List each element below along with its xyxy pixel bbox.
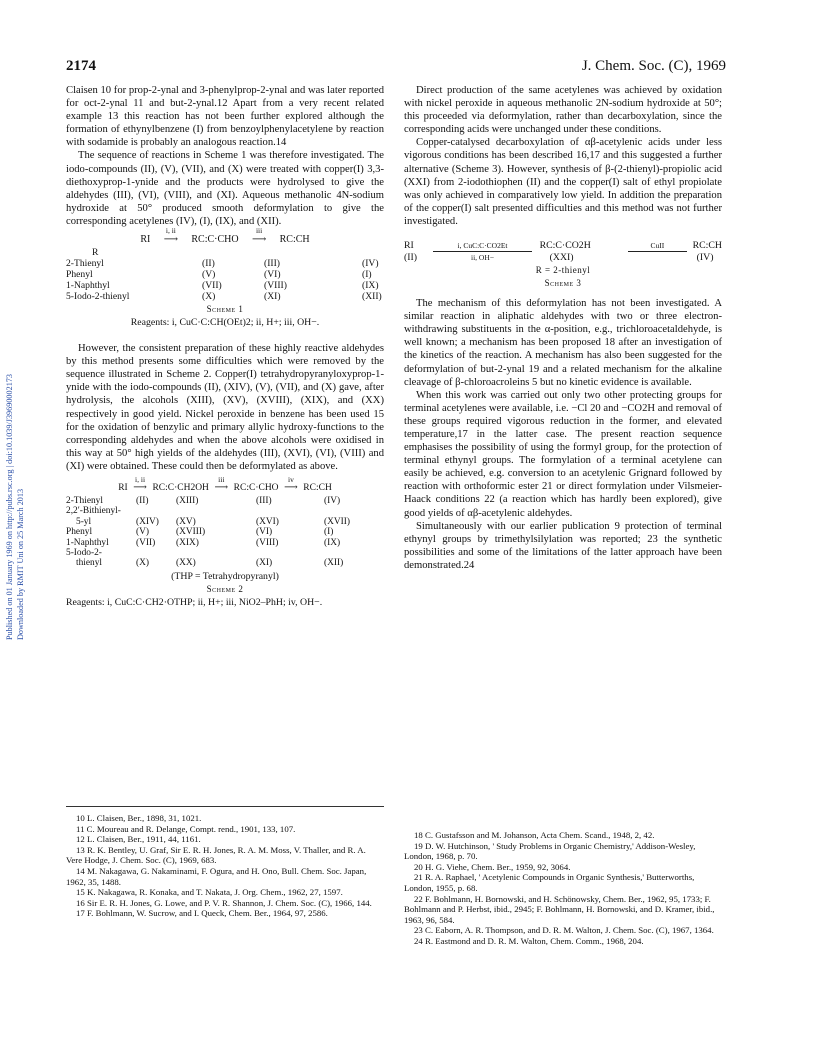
table-row: 1-Naphthyl (VII) (VIII) (IX): [66, 280, 379, 292]
reference: 18 C. Gustafsson and M. Johanson, Acta Chem. Scand., 1948, 2, 42.: [414, 830, 655, 840]
downloaded-line: Downloaded by RMIT Uni on 25 March 2013: [16, 488, 25, 640]
paragraph: Copper-catalysed decarboxylation of αβ-acetylenic acids under less vigorous conditions has been described 16,17 and this suggested a further alternative (Scheme 3). However, synthesis of β-(2-thienyl)-propiolic acid (XXI) from 2-iodothiophen (II) and the copper(I) salt of ethyl propiolate was only achieved in comparatively low yield. In addition the preparation of the copper(I) salt presented difficulties and this method was not further investigated.: [404, 137, 722, 227]
download-watermark: [4, 0, 26, 640]
reference: 17 F. Bohlmann, W. Sucrow, and I. Queck, Chem. Ber., 1964, 97, 2586.: [76, 908, 328, 919]
reaction-arrow: iv ⟶: [281, 483, 301, 494]
table-row: 2,2′-Bithienyl-: [66, 506, 121, 517]
reference: 13 R. K. Bentley, U. Graf, Sir E. R. H. Jones, R. A. M. Moss, V. Thaller, and R. A. Vere Hodge, J. Chem. Soc. (C), 1969, 683.: [66, 844, 366, 866]
reference: 14 M. Nakagawa, G. Nakaminami, F. Ogura, and H. Ono, Bull. Chem. Soc. Japan, 1962, 35, 1488.: [66, 865, 367, 887]
table-row: RI i, CuC:C·CO2Et RC:C·CO2H CuII RC:CH: [404, 240, 722, 252]
table-row: 1-Naphthyl (VII) (XIX) (VIII) (IX): [66, 537, 341, 548]
scheme-term: RC:C·CHO: [233, 482, 279, 493]
reference: 15 K. Nakagawa, R. Konaka, and T. Nakata, J. Org. Chem., 1962, 27, 1597.: [76, 887, 343, 898]
journal-title: J. Chem. Soc. (C), 1969: [581, 58, 726, 74]
table-row: thienyl (X) (XX) (XI) (XII): [76, 558, 344, 569]
references-right: [404, 830, 722, 947]
reaction-arrow: i, ii ⟶: [153, 234, 189, 245]
scheme-1-reagents: Reagents: i, CuC·C:CH(OEt)2; ii, H+; iii, OH−.: [130, 317, 320, 329]
table-row: (II) ii, OH− (XXI) (IV): [404, 251, 714, 263]
scheme-term: RC:CH: [279, 234, 310, 246]
scheme-2-reagents: Reagents: i, CuC:C·CH2·OTHP; ii, H+; iii, NiO2–PhH; iv, OH−.: [66, 596, 323, 608]
paragraph: Simultaneously with our earlier publication 9 protection of terminal ethynyl groups by trimethylsilylation was reported; 23 the synthetic possibilities and some of the limitations of the latter approach have been demonstrated.24: [404, 520, 722, 571]
scheme-term: RC:C·CH2OH: [152, 482, 209, 493]
table-row: Phenyl (V) (XVIII) (VI) (I): [66, 527, 334, 538]
reference: 20 H. G. Viehe, Chem. Ber., 1959, 92, 3064.: [414, 861, 571, 872]
scheme-2: [66, 474, 384, 608]
scheme-term: RI: [118, 482, 128, 493]
table-row: Phenyl (V) (VI) (I): [66, 269, 372, 281]
right-column: [404, 84, 722, 572]
table-row: 2-Thienyl (II) (III) (IV): [66, 258, 379, 270]
table-row: 5-yl (XIV) (XV) (XVI) (XVII): [76, 516, 351, 527]
reference: 23 C. Eaborn, A. R. Thompson, and D. R. M. Walton, J. Chem. Soc. (C), 1967, 1364.: [414, 925, 714, 936]
reference: 11 C. Moureau and R. Delange, Compt. rend., 1901, 133, 107.: [76, 823, 296, 834]
references-left: [66, 806, 384, 919]
paragraph: Direct production of the same acetylenes was achieved by oxidation with nickel peroxide in aqueous methanolic 2N-sodium hydroxide at 50°; this proceeded via deformylation, rather than decarboxylation, since the corresponding acids were unchanged under these conditions.: [404, 85, 722, 136]
paragraph: The mechanism of this deformylation has not been investigated. A similar reaction in aliphatic aldehydes with two or three electron-withdrawing substituents in the α-position, e.g., trichloroacetaldehyde, is well known; a mechanism has been proposed 18 after an investigation of the kinetics of the reaction. A mechanism has also been suggested for the deformylation of but-2-ynal 19 and a related mechanism for the alkaline cleavage of β-chloroacroleins 5 but no kinetic evidence is available.: [404, 298, 722, 388]
paragraph: The sequence of reactions in Scheme 1 was therefore investigated. The iodo-compounds (II), (V), (VII), and (X) were treated with copper(I) 3,3-diethoxyprop-1-ynide and the products were hydrolysed to give the aldehydes (III), (VI), (VIII), and (XI). Aqueous methanolic 4N-sodium hydroxide at 50° produced smooth deformylation to give the corresponding acetylenes (IV), (I), (IX), and (XII).: [66, 150, 384, 227]
scheme-2-note: (THP = Tetrahydropyranyl): [171, 570, 279, 582]
reaction-arrow: i, ii ⟶: [130, 483, 150, 494]
table-row: 5-Iodo-2-thienyl (X) (XI) (XII): [66, 291, 382, 303]
reference: 22 F. Bohlmann, H. Bornowski, and H. Schönowsky, Chem. Ber., 1962, 95, 1733; F. Bohlmann and P. Herbst, ibid., 2945; F. Bohlmann, H. Bornowski, and D. Kramer, ibid., 1963, 96, 584.: [404, 893, 715, 925]
scheme-term: RC:C·CHO: [191, 234, 239, 246]
table-row: R: [92, 247, 99, 259]
paragraph: However, the consistent preparation of these highly reactive aldehydes by this method presents some difficulties which were removed by the sequence illustrated in Scheme 2. Copper(I) tetrahydropyranyloxyprop-1-ynide with the iodo-compounds (II), (XIV), (V), (VII), and (X) gave, after hydrolysis, the alcohols (XIII), (XV), (XVIII), (XIX), and (XX) respectively in good yield. Nickel peroxide in benzene has been used 15 for the oxidation of benzylic and primary allylic hydroxy-functions to the corresponding aldehydes and when the above alcohols were oxidised in this way at 50° high yields of the aldehydes (III), (XVI), (VI), (VIII) and (XI) were obtained. These could then be deformylated as above.: [66, 343, 384, 472]
scheme-3-r: R = 2-thienyl: [535, 265, 591, 276]
scheme-3: [404, 240, 722, 289]
reference: 16 Sir E. R. H. Jones, G. Lowe, and P. V. R. Shannon, J. Chem. Soc. (C), 1966, 144.: [76, 897, 372, 908]
scheme-2-table: [66, 496, 384, 569]
left-column: [66, 84, 384, 612]
scheme-2-equation: [66, 474, 384, 494]
scheme-1-table: [66, 247, 384, 302]
reference: 19 D. W. Hutchinson, ' Study Problems in Organic Chemistry,' Addison-Wesley, London, 1968, p. 70.: [404, 840, 696, 862]
scheme-term: RI: [140, 234, 151, 246]
table-row: 5-Iodo-2-: [66, 548, 102, 558]
reference: 21 R. A. Raphael, ' Acetylenic Compounds in Organic Synthesis,' Butterworths, London, 1955, p. 68.: [404, 872, 695, 893]
reference: 24 R. Eastmond and D. R. M. Walton, Chem. Comm., 1968, 204.: [414, 935, 644, 946]
scheme-3-title: Scheme 3: [544, 278, 582, 289]
page-number: 2174: [66, 58, 96, 74]
reaction-arrow: iii ⟶: [211, 483, 231, 494]
scheme-term: RC:CH: [303, 482, 332, 493]
table-row: 2-Thienyl (II) (XIII) (III) (IV): [66, 495, 341, 506]
paragraph: When this work was carried out only two other protecting groups for terminal acetylenes were available, i.e. −Cl 20 and −CO2H and removal of these groups required vigorous reduction in the former, and elevated temperature,17 in the latter case. The present reaction sequence emphasises the possibility of using the formyl group, for the protection of terminal ethynyl groups. The formylation of a terminal acetylene can easily be achieved, e.g. conversion to an acetylenic Grignard followed by reaction with orthoformic ester 21 or direct formylation under Vilsmeier-Haack conditions 22 (a reaction which has hardly been explored), give good yields of αβ-acetylenic aldehydes.: [404, 389, 722, 519]
scheme-1: [66, 226, 384, 329]
scheme-3-table: [404, 240, 722, 263]
reference: 12 L. Claisen, Ber., 1911, 44, 1161.: [76, 834, 201, 845]
published-line[interactable]: Published on 01 January 1969 on http://pubs.rsc.org | doi:10.1039/J39690002173: [5, 374, 14, 640]
scheme-2-title: Scheme 2: [206, 583, 244, 594]
reaction-arrow: iii ⟶: [241, 234, 277, 245]
reference: 10 L. Claisen, Ber., 1898, 31, 1021.: [76, 813, 202, 823]
paragraph: Claisen 10 for prop-2-ynal and 3-phenylprop-2-ynal and was later reported for oct-2-ynal 11 and but-2-ynal.12 Apart from a very recent related example 13 this reaction has not been further explored although the formation of ethynylbenzene (I) from benzoylphenylacetylene by reaction with sodamide is probably an analogous reaction.14: [66, 85, 384, 149]
scheme-1-equation: [66, 226, 384, 246]
scheme-1-title: Scheme 1: [206, 304, 244, 315]
